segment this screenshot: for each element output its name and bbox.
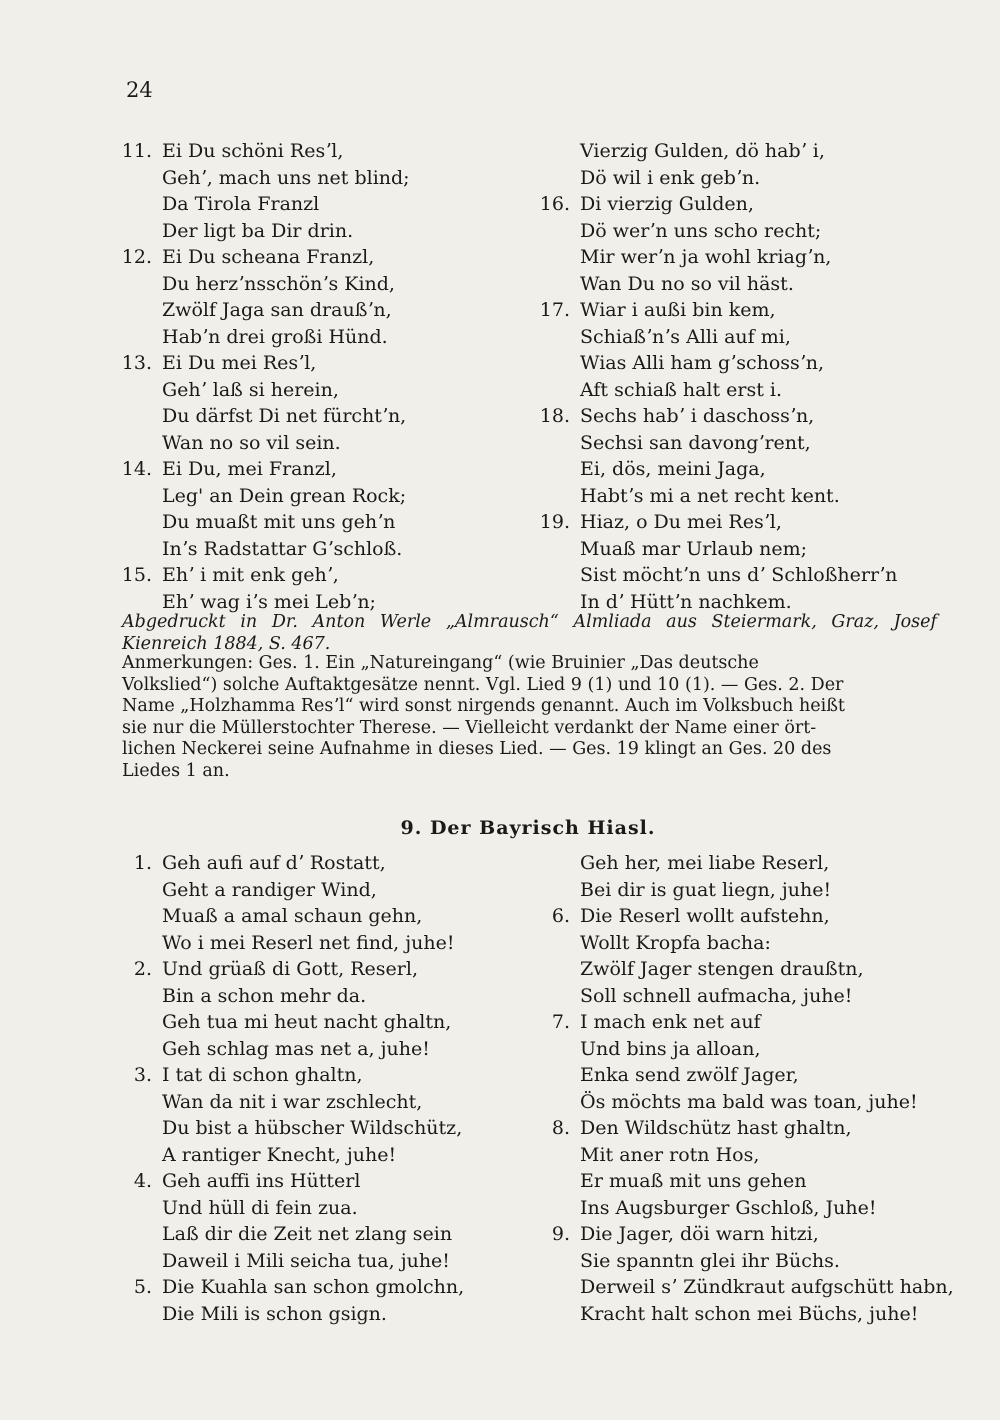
verse-text: Ei Du mei Resʼl, [162,352,317,374]
verse-line [540,930,980,957]
verse-number: 1. [133,852,152,874]
verse-number: 16. [539,193,570,215]
verse-line [122,509,542,536]
verse-text: Geh auffi ins Hütterl [162,1170,361,1192]
verse-text: Bin a schon mehr da. [162,984,367,1007]
verse-text: Wo i mei Reserl net find, juhe! [162,931,455,954]
notes-line: Volkslied“) solche Auftaktgesätze nennt. Vgl. Lied 9 (1) und 10 (1). — Ges. 2. Der [122,674,844,695]
verse-line [122,1248,562,1275]
verse-line [122,930,562,957]
verse-line [122,191,542,218]
verse-line [540,1089,980,1116]
verse-text: Geh tua mi heut nacht ghaltn, [162,1011,452,1033]
verse-text: Gehʼ, mach uns net blind; [162,166,410,189]
verse-number: 8. [551,1117,570,1139]
verse-line [540,1195,980,1222]
verse-line [540,1142,980,1169]
verse-line [122,165,542,192]
notes-line: Name „Holzhamma Resʼl“ wird sonst nirgends genannt. Auch im Volksbuch heißt [122,696,845,717]
verse-number: 4. [133,1170,152,1192]
verse-number: 19. [539,511,570,533]
verse-text: Habʼn drei großi Hünd. [162,325,388,348]
verse-line [122,1009,562,1036]
verse-text: Den Wildschütz hast ghaltn, [580,1117,852,1139]
verse-text: Bei dir is guat liegn, juhe! [580,878,832,901]
verse-text: Wan no so vil sein. [162,431,341,454]
verse-text: I mach enk net auf [580,1011,761,1033]
verse-text: Und bins ja alloan, [580,1037,761,1060]
verse-line [540,1009,980,1036]
verse-line [540,1221,980,1248]
notes-line: Liedes 1 an. [122,760,230,781]
verse-number: 13. [121,352,152,374]
verse-text: Wollt Kropfa bacha: [580,931,771,954]
verse-line [122,850,562,877]
verse-line [122,1274,562,1301]
verse-line [540,430,980,457]
verse-text: Dö werʼn uns scho recht; [580,219,822,242]
song-heading: 9. Der Bayrisch Hiasl. [400,817,656,839]
verse-number: 17. [539,299,570,321]
verse-text: Ei Du schöni Resʼl, [162,140,344,162]
verse-text: Ei Du scheana Franzl, [162,246,375,268]
verse-text: Ös möchts ma bald was toan, juhe! [580,1090,918,1113]
verse-line [540,903,980,930]
verse-text: Hiaz, o Du mei Resʼl, [580,511,782,533]
verse-text: Geh her, mei liabe Reserl, [580,852,830,874]
verse-text: Die Kuahla san schon gmolchn, [162,1276,465,1298]
verse-number: 14. [121,458,152,480]
verse-line [540,509,980,536]
page-number: 24 [126,78,153,102]
verse-number: 9. [551,1223,570,1245]
verse-line [122,1301,562,1328]
verse-text: Ehʼ i mit enk gehʼ, [162,564,339,586]
verse-line [540,1168,980,1195]
verse-line [540,983,980,1010]
verse-text: Dö wil i enk gebʼn. [580,166,761,189]
verse-line [540,191,980,218]
verse-text: Ei, dös, meini Jaga, [580,458,766,480]
source-citation: Abgedruckt in Dr. Anton Werle „Almrausch“ Almliada aus Steiermark, Graz, Josef Kienreich 1884, S. 467. [122,612,937,654]
verse-text: Du därfst Di net fürchtʼn, [162,405,407,427]
verse-line [540,1248,980,1275]
verse-line [540,403,980,430]
verse-line [540,1115,980,1142]
verse-line [540,1274,980,1301]
verse-line [122,956,562,983]
verse-line [122,1089,562,1116]
verse-number: 7. [551,1011,570,1033]
verse-text: Kracht halt schon mei Büchs, juhe! [580,1302,919,1325]
verse-line [540,850,980,877]
verse-text: Derweil sʼ Zündkraut aufgschütt habn, [580,1276,954,1298]
verse-text: A rantiger Knecht, juhe! [162,1143,397,1166]
notes-line: sie nur die Müllerstochter Therese. — Vielleicht verdankt der Name einer ört- [122,717,817,738]
lower-left-verses [122,850,562,1327]
verse-line [122,138,542,165]
verse-text: Du muaßt mit uns gehʼn [162,511,396,533]
verse-line [122,403,542,430]
verse-text: Wias Alli ham gʼschossʼn, [580,352,825,374]
verse-number: 11. [121,140,152,162]
verse-line [122,903,562,930]
verse-text: Sie spanntn glei ihr Büchs. [580,1249,840,1272]
verse-text: Leg' an Dein grean Rock; [162,484,407,507]
verse-line [540,956,980,983]
verse-line [122,350,542,377]
verse-number: 6. [551,905,570,927]
verse-text: Muaß a amal schaun gehn, [162,905,423,927]
verse-text: Habtʼs mi a net recht kent. [580,484,840,507]
verse-text: Schiaßʼnʼs Alli auf mi, [580,325,791,348]
verse-line [540,244,980,271]
verse-text: Sechs habʼ i daschossʼn, [580,405,815,427]
verse-text: I tat di schon ghaltn, [162,1064,363,1086]
verse-line [122,1036,562,1063]
verse-line [122,1062,562,1089]
verse-text: Und grüaß di Gott, Reserl, [162,958,418,980]
verse-line [540,138,980,165]
verse-text: Geh aufi auf dʼ Rostatt, [162,852,386,874]
verse-line [122,297,542,324]
verse-text: Ins Augsburger Gschloß, Juhe! [580,1196,877,1219]
verse-text: Zwölf Jager stengen draußtn, [580,958,864,980]
verse-text: Aft schiaß halt erst i. [580,378,783,401]
verse-line [540,1036,980,1063]
verse-line [540,377,980,404]
verse-text: Di vierzig Gulden, [580,193,754,215]
verse-text: Wan da nit i war zschlecht, [162,1090,423,1113]
verse-line [122,1195,562,1222]
verse-text: Daweil i Mili seicha tua, juhe! [162,1249,450,1272]
notes-line: lichen Neckerei seine Aufnahme in dieses Lied. — Ges. 19 klingt an Ges. 20 des [122,739,832,760]
verse-text: Wan Du no so vil häst. [580,272,794,295]
verse-text: Ei Du, mei Franzl, [162,458,337,480]
verse-line [540,483,980,510]
verse-text: Mit aner rotn Hos, [580,1143,760,1166]
verse-number: 5. [133,1276,152,1298]
verse-text: Sechsi san davongʼrent, [580,431,811,454]
verse-line [122,536,542,563]
upper-left-verses [122,138,542,615]
verse-line [122,483,542,510]
verse-text: Und hüll di fein zua. [162,1196,358,1219]
verse-text: Du bist a hübscher Wildschütz, [162,1117,463,1139]
verse-text: Sist möchtʼn uns dʼ Schloßherrʼn [580,564,898,586]
verse-line [122,271,542,298]
verse-line [540,1301,980,1328]
verse-number: 2. [133,958,152,980]
verse-line [122,430,542,457]
verse-line [122,1115,562,1142]
verse-line [122,1221,562,1248]
verse-line [540,218,980,245]
notes-line: Anmerkungen: Ges. 1. Ein „Natureingang“ (wie Bruinier „Das deutsche [122,653,759,673]
verse-text: Die Mili is schon gsign. [162,1302,387,1325]
upper-right-verses [540,138,980,615]
verse-line [122,1142,562,1169]
verse-line [540,350,980,377]
verse-text: Die Reserl wollt aufstehn, [580,905,830,927]
verse-text: In dʼ Hüttʼn nachkem. [580,590,792,613]
verse-number: 15. [121,564,152,586]
verse-text: Inʼs Radstattar Gʼschloß. [162,537,403,560]
verse-number: 12. [121,246,152,268]
verse-text: Laß dir die Zeit net zlang sein [162,1223,453,1245]
verse-line [122,983,562,1010]
verse-line [122,562,542,589]
verse-text: Soll schnell aufmacha, juhe! [580,984,853,1007]
verse-text: Geht a randiger Wind, [162,878,377,901]
verse-line [122,877,562,904]
verse-text: Der ligt ba Dir drin. [162,219,354,242]
verse-line [540,456,980,483]
verse-line [122,218,542,245]
verse-text: Vierzig Gulden, dö habʼ i, [580,140,825,162]
verse-text: Wiar i außi bin kem, [580,299,776,321]
verse-line [122,244,542,271]
verse-text: Die Jager, döi warn hitzi, [580,1223,819,1245]
lower-right-verses [540,850,980,1327]
verse-text: Da Tirola Franzl [162,193,320,215]
verse-line [540,297,980,324]
verse-text: Enka send zwölf Jager, [580,1064,799,1086]
verse-line [122,324,542,351]
verse-line [540,324,980,351]
verse-number: 3. [133,1064,152,1086]
verse-text: Er muaß mit uns gehen [580,1170,807,1192]
verse-text: Geh schlag mas net a, juhe! [162,1037,430,1060]
verse-line [540,165,980,192]
verse-text: Gehʼ laß si herein, [162,378,339,401]
verse-text: Zwölf Jaga san draußʼn, [162,299,392,321]
verse-line [540,1062,980,1089]
verse-line [122,1168,562,1195]
verse-text: Muaß mar Urlaub nem; [580,537,808,560]
verse-number: 18. [539,405,570,427]
verse-line [540,562,980,589]
verse-line [540,877,980,904]
verse-line [122,456,542,483]
verse-line [540,536,980,563]
notes-paragraph [122,653,937,783]
verse-text: Mir werʼn ja wohl kriagʼn, [580,246,832,268]
verse-text: Du herzʼnsschönʼs Kind, [162,272,395,295]
verse-line [122,377,542,404]
verse-text: Ehʼ wag iʼs mei Lebʼn; [162,590,376,613]
verse-line [540,271,980,298]
